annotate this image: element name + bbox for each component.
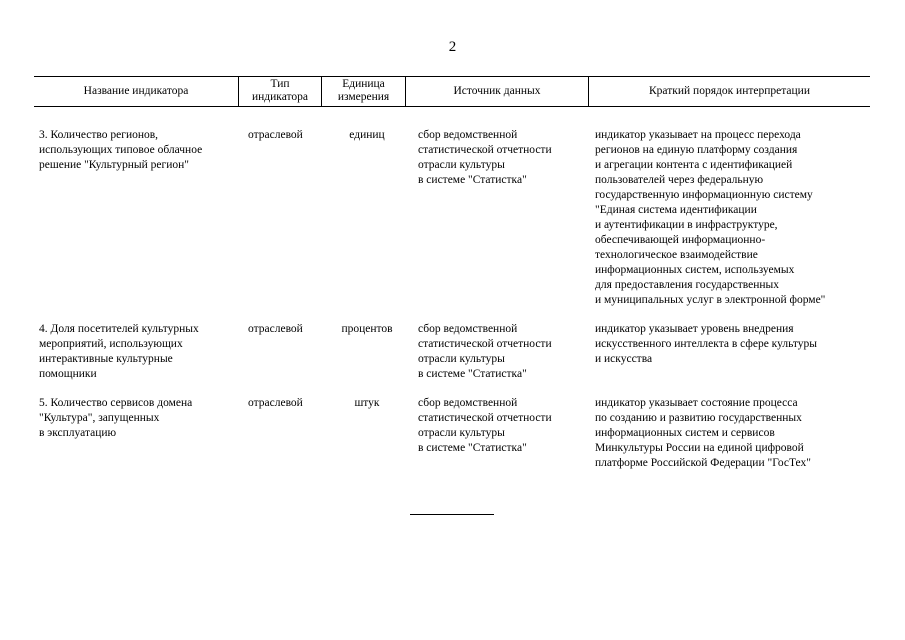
indicator-name: 5. Количество сервисов домена "Культура", запущенных в эксплуатацию <box>39 397 193 439</box>
indicator-unit: процентов <box>341 323 393 335</box>
indicator-unit: единиц <box>349 129 385 141</box>
table-header-bottom-rule <box>34 106 870 107</box>
indicator-source: сбор ведомственной статистической отчетности отрасли культуры в системе "Статистка" <box>418 323 552 380</box>
indicator-interpretation: индикатор указывает на процесс перехода регионов на единую платформу создания и агрегации контента с идентификацией пользователей через федеральную государственную информационную систему "Единая система идентификации и аутентификации в инфраструктуре, обеспечивающей информационно- технологическое взаимодействие информационных систем, используемых для предоставления государственных и муниципальных услуг в электронной форме" <box>595 129 826 306</box>
indicator-type: отраслевой <box>248 129 303 141</box>
indicator-interpretation: индикатор указывает состояние процесса по созданию и развитию государственных информационных систем и сервисов Минкультуры России на единой цифровой платформе Российской Федерации "ГосТех" <box>595 397 811 469</box>
indicator-source: сбор ведомственной статистической отчетности отрасли культуры в системе "Статистка" <box>418 129 552 186</box>
header-indicator-name: Название индикатора <box>83 84 189 97</box>
page-number: 2 <box>448 39 457 55</box>
indicator-interpretation: индикатор указывает уровень внедрения искусственного интеллекта в сфере культуры и искусства <box>595 323 817 365</box>
end-of-document-rule <box>410 514 494 515</box>
indicator-name: 3. Количество регионов, использующих типовое облачное решение "Культурный регион" <box>39 129 203 171</box>
header-interpretation: Краткий порядок интерпретации <box>649 84 810 97</box>
header-indicator-type: Тип индикатора <box>251 78 308 103</box>
header-unit: Единица измерения <box>337 78 390 103</box>
header-data-source: Источник данных <box>453 84 541 97</box>
indicator-type: отраслевой <box>248 323 303 335</box>
indicator-name: 4. Доля посетителей культурных мероприятий, использующих интерактивные культурные помощники <box>39 323 199 380</box>
indicator-type: отраслевой <box>248 397 303 409</box>
indicator-source: сбор ведомственной статистической отчетности отрасли культуры в системе "Статистка" <box>418 397 552 454</box>
indicator-unit: штук <box>354 397 380 409</box>
